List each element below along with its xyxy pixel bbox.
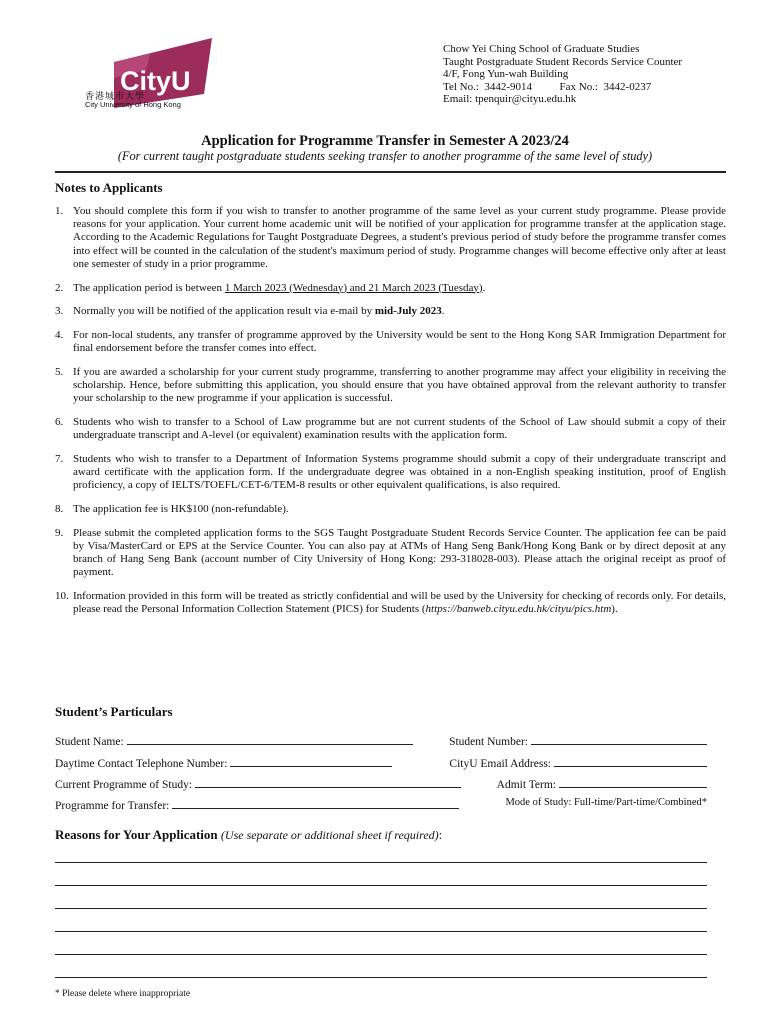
phone-label: Daytime Contact Telephone Number: [55,758,228,770]
note-item [55,282,726,295]
student-number-input[interactable] [531,733,707,745]
note-text: The application period is between 1 March 2023 (Wednesday) and 21 March 2023 (Tuesday). [73,281,486,294]
phone-field [55,755,392,770]
note-text: Please submit the completed application forms to the SGS Taught Postgraduate Student Records Service Counter. The application fee can be paid by Visa/MasterCard or EPS at the Service Counter. You can also pay at ATMs of Hang Seng Bank/Hong Kong Bank or by direct deposit at any branch of Hang Seng Bank (account number of City University of Hong Kong: 293-318028-003). Please attach the original receipt as proof of payment. [73,526,726,579]
note-item [55,366,726,406]
logo-chinese-name: 香港城市大學 [85,92,146,102]
admit-term-input[interactable] [559,776,707,788]
contact-line: 4/F, Fong Yun-wah Building [443,68,569,81]
student-name-field [55,733,413,748]
particulars-row [55,755,707,770]
title-divider [55,171,726,173]
admit-term-field [497,776,707,791]
note-item [55,205,726,271]
note-number: 10. [55,589,69,602]
particulars-row [55,776,707,791]
note-text: Normally you will be notified of the application result via e-mail by mid-July 2023. [73,305,445,318]
admit-term-label: Admit Term: [496,779,556,791]
note-text: The application fee is HK$100 (non-refundable). [73,502,289,515]
student-number-field [449,733,707,748]
logo-english-name: City University of Hong Kong [85,100,181,109]
note-item [55,416,726,442]
note-number: 4. [55,328,64,341]
mode-of-study-field [505,797,707,812]
note-text: Students who wish to transfer to a Department of Information Systems programme should submit a copy of their undergraduate transcript and award certificate with the application form. If the undergraduate degree was obtained in a non-English speaking institution, proof of English proficiency, a copy of IELTS/TOEFL/CET-6/TEM-8 results or other equivalent qualifications, is also required. [73,452,726,492]
reasons-line[interactable] [55,885,707,886]
phone-input[interactable] [230,755,392,767]
transfer-programme-field [55,797,459,812]
reasons-line[interactable] [55,977,707,978]
particulars-row [55,797,707,812]
reasons-note: (Use separate or additional sheet if required) [220,828,439,842]
contact-line: Chow Yei Ching School of Graduate Studies [443,43,640,55]
note-number: 5. [55,365,64,378]
contact-line: Taught Postgraduate Student Records Service Counter [443,55,683,68]
note-item [55,305,726,318]
notes-heading: Notes to Applicants [55,180,163,195]
note-number: 6. [55,415,64,428]
student-name-label: Student Name: [55,736,124,748]
reasons-line[interactable] [55,908,707,909]
note-number: 9. [55,526,64,539]
email-field [449,755,707,770]
contact-line: Email: tpenquir@cityu.edu.hk [443,93,577,106]
note-item [55,590,726,616]
reasons-line[interactable] [55,954,707,955]
note-item [55,503,726,516]
email-input[interactable] [554,755,707,767]
reasons-line[interactable] [55,931,707,932]
note-item [55,527,726,580]
current-programme-field [55,776,461,791]
note-number: 2. [55,281,64,294]
particulars-heading: Student’s Particulars [55,704,173,719]
email-label: CityU Email Address: [449,758,551,770]
note-text: For non-local students, any transfer of programme approved by the University would be sent to the Hong Kong SAR Immigration Department for final endorsement before the transfer comes into effect. [73,328,726,355]
note-text: You should complete this form if you wish to transfer to another programme of the same level as your current study programme. Please provide reasons for your application. Your current home academic unit will be notified of your application for programme transfer at the application stage. According to the Academic Regulations for Taught Postgraduate Degrees, a student's previous period of study before the programme transfer comes into effect will be counted in the calculation of the student's maximum period of study. Programme changes will become effective only after at least one semester of study in a prior programme. [73,205,726,270]
transfer-programme-label: Programme for Transfer: [55,800,170,812]
notes-list [55,205,726,627]
note-number: 8. [55,502,64,515]
contact-info [443,43,682,106]
note-text: Students who wish to transfer to a School of Law programme but are not current students of the School of Law should submit a copy of their undergraduate transcript and A-level (or equivalent) examination results with the application form. [73,415,726,442]
result-date: mid-July 2023 [374,305,442,318]
logo-text: CityU [120,66,191,96]
footnote: * Please delete where inappropriate [55,989,191,999]
note-item [55,329,726,355]
reasons-line[interactable] [55,862,707,863]
mode-of-study-options[interactable]: Mode of Study: Full-time/Part-time/Combined* [505,797,707,808]
contact-line: Tel No.: 3442-9014 Fax No.: 3442-0237 [443,80,652,93]
page-subtitle: (For current taught postgraduate students seeking transfer to another programme of the same level of study) [117,149,653,163]
note-number: 3. [55,305,64,318]
student-number-label: Student Number: [449,736,528,748]
note-item [55,453,726,493]
reasons-title: Reasons for Your Application [55,827,218,842]
current-programme-label: Current Programme of Study: [55,779,193,791]
note-text: If you are awarded a scholarship for your current study programme, transferring to another programme may affect your eligibility in receiving the scholarship. Hence, before submitting this application, you should ensure that you have obtained approval from the relevant authority to transfer your scholarship to the new programme if your application is successful. [73,365,726,405]
note-text: Information provided in this form will be treated as strictly confidential and will be used by the University for checking of records only. For details, please read the Personal Information Collection Statement (PICS) for Students (https://banweb.cityu.edu.hk/cityu/pics.htm). [73,589,726,616]
application-period: 1 March 2023 (Wednesday) and 21 March 2023 (Tuesday) [224,281,483,294]
page-title: Application for Programme Transfer in Semester A 2023/24 [201,133,569,149]
pics-link[interactable]: https://banweb.cityu.edu.hk/cityu/pics.htm [425,603,612,616]
note-number: 7. [55,452,64,465]
current-programme-input[interactable] [195,776,461,788]
transfer-programme-input[interactable] [172,797,459,809]
student-name-input[interactable] [127,733,413,745]
particulars-row [55,733,707,748]
note-number: 1. [55,205,64,217]
reasons-heading: Reasons for Your Application (Use separate or additional sheet if required): [55,827,443,842]
